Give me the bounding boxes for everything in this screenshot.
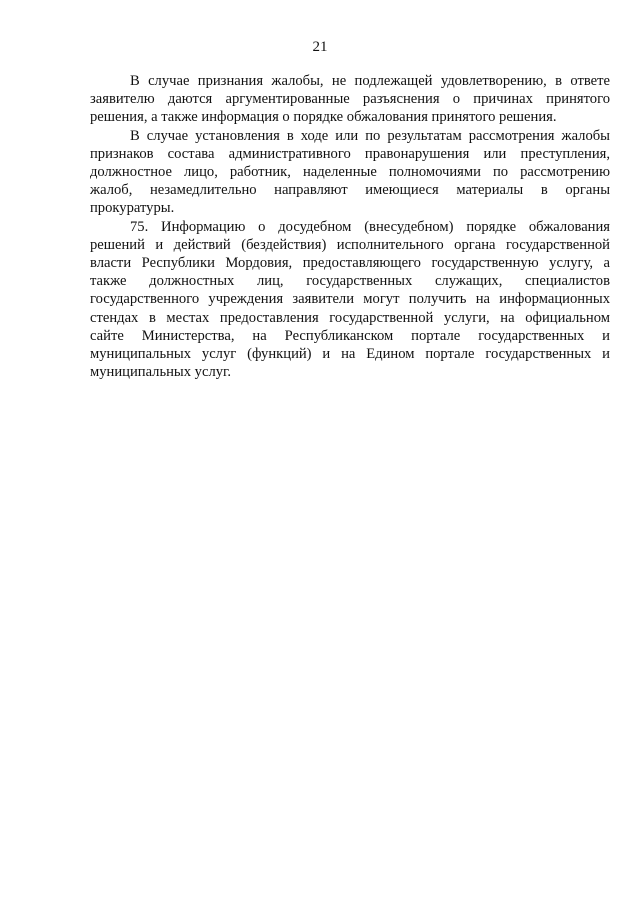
text-line: прокуратуры. [90,200,175,217]
text-line: В случае установления в ходе или по результатам рассмотрения жалобы [130,127,610,144]
text-line: В случае признания жалобы, не подлежащей удовлетворению, в ответе [130,73,610,89]
paragraph-offense-detected [90,127,610,218]
text-line: 75. Информацию о досудебном (внесудебном) порядке обжалования [130,218,610,235]
text-line: должностное лицо, работник, наделенные полномочиями по рассмотрению [90,164,610,181]
text-line: признаков состава административного правонарушения или преступления, [90,145,610,162]
text-line: муниципальных услуг (функций) и на Едином портале государственных и [90,346,610,363]
text-line: муниципальных услуг. [90,364,232,381]
document-body [90,72,610,381]
text-line: стендах в местах предоставления государственной услуги, на официальном [90,309,610,326]
text-line: также должностных лиц, государственных служащих, специалистов [90,273,610,290]
text-line: власти Республики Мордовия, предоставляющего государственную услугу, а [90,255,610,272]
text-line: решения, а также информация о порядке обжалования принятого решения. [90,109,557,126]
text-line: сайте Министерства, на Республиканском портале государственных и [90,327,610,344]
text-line: решений и действий (бездействия) исполнительного органа государственной [90,236,610,253]
text-line: заявителю даются аргументированные разъяснения о причинах принятого [90,91,610,108]
paragraph-complaint-rejected [90,72,610,127]
page-number: 21 [312,39,328,55]
text-line: государственного учреждения заявители могут получить на информационных [90,291,610,308]
paragraph-75-appeal-information [90,218,610,382]
text-line: жалоб, незамедлительно направляют имеющиеся материалы в органы [90,182,610,199]
